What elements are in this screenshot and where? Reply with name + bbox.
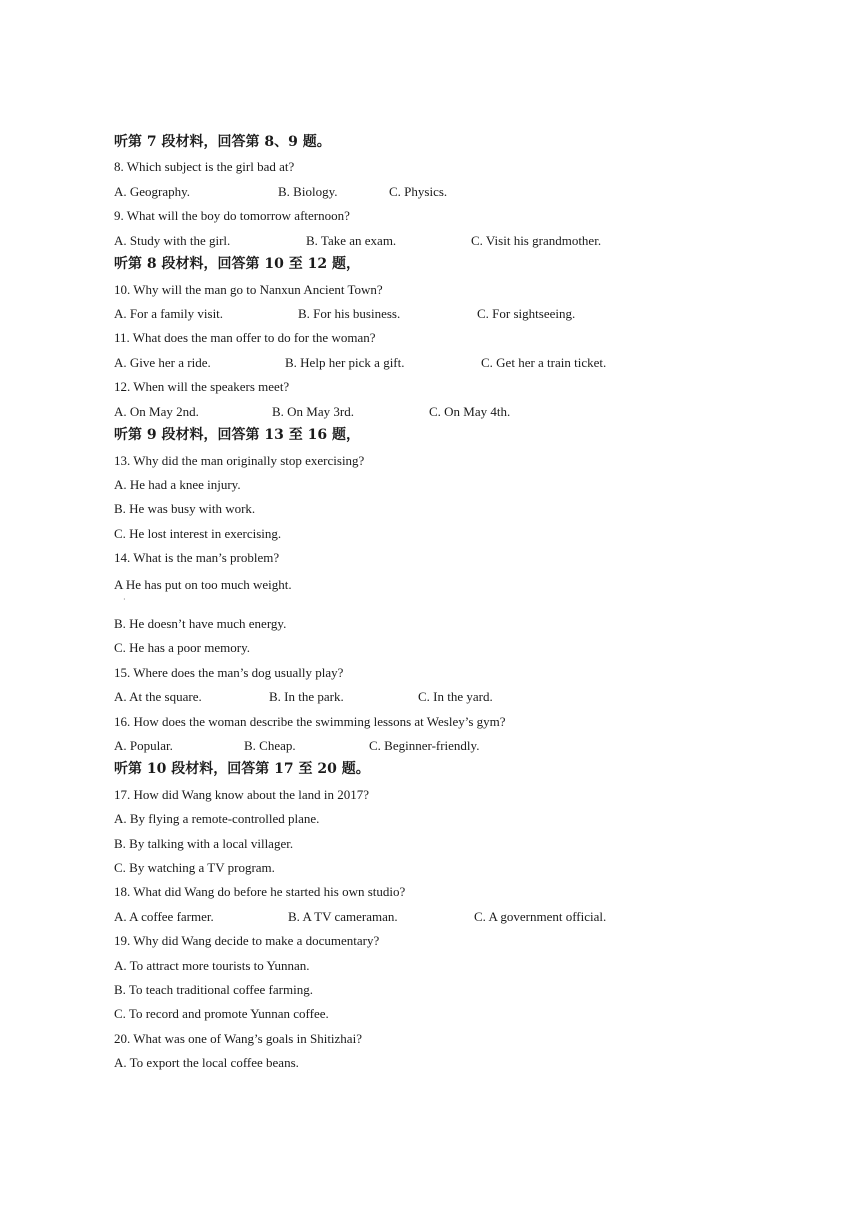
question-17-option-a: A. By flying a remote-controlled plane.: [114, 811, 320, 826]
question-10-option-a: A. For a family visit.: [114, 306, 224, 321]
question-18-stem: 18. What did Wang do before he started his own studio?: [114, 884, 406, 899]
question-12-stem: 12. When will the speakers meet?: [114, 379, 290, 394]
question-19-option-a: A. To attract more tourists to Yunnan.: [114, 958, 310, 973]
question-14-option-b: B. He doesn’t have much energy.: [114, 616, 287, 631]
question-18-option-c: C. A government official.: [474, 909, 607, 924]
question-9-option-b: B. Take an exam.: [306, 233, 397, 248]
question-12-option-a: A. On May 2nd.: [114, 404, 199, 419]
question-8-option-a: A. Geography.: [114, 184, 191, 199]
question-13-option-b: B. He was busy with work.: [114, 501, 256, 516]
question-13-option-c: C. He lost interest in exercising.: [114, 526, 282, 541]
question-14-stem: 14. What is the man’s problem?: [114, 550, 280, 565]
question-8-option-b: B. Biology.: [278, 184, 338, 199]
question-12-option-c: C. On May 4th.: [429, 404, 511, 419]
question-18-option-b: B. A TV cameraman.: [288, 909, 398, 924]
question-19-option-c: C. To record and promote Yunnan coffee.: [114, 1006, 329, 1021]
question-15-option-b: B. In the park.: [269, 689, 344, 704]
section-heading-10: 听第 10 段材料，回答第 17 至 20 题。: [114, 761, 370, 777]
question-13-stem: 13. Why did the man originally stop exercising?: [114, 453, 365, 468]
question-9-option-c: C. Visit his grandmother.: [471, 233, 602, 248]
question-8-stem: 8. Which subject is the girl bad at?: [114, 159, 295, 174]
section-heading-9: 听第 9 段材料，回答第 13 至 16 题，: [114, 427, 360, 443]
section-heading-7: 听第 7 段材料，回答第 8、9 题。: [114, 134, 331, 150]
question-14-option-c: C. He has a poor memory.: [114, 640, 250, 655]
question-16-stem: 16. How does the woman describe the swimming lessons at Wesley’s gym?: [114, 714, 506, 729]
question-15-option-c: C. In the yard.: [418, 689, 493, 704]
question-8-option-c: C. Physics.: [389, 184, 448, 199]
question-9-stem: 9. What will the boy do tomorrow afternoon?: [114, 208, 350, 223]
question-15-option-a: A. At the square.: [114, 689, 202, 704]
question-11-option-c: C. Get her a train ticket.: [481, 355, 607, 370]
question-10-option-b: B. For his business.: [298, 306, 401, 321]
question-9-option-a: A. Study with the girl.: [114, 233, 231, 248]
question-17-option-b: B. By talking with a local villager.: [114, 836, 294, 851]
section-heading-8: 听第 8 段材料，回答第 10 至 12 题，: [114, 256, 360, 272]
question-20-option-a: A. To export the local coffee beans.: [114, 1055, 299, 1070]
question-10-option-c: C. For sightseeing.: [477, 306, 576, 321]
question-16-option-b: B. Cheap.: [244, 738, 296, 753]
question-16-option-a: A. Popular.: [114, 738, 173, 753]
question-17-stem: 17. How did Wang know about the land in 2017?: [114, 787, 370, 802]
question-19-stem: 19. Why did Wang decide to make a documentary?: [114, 933, 380, 948]
question-14-option-a: A He has put on too much weight.: [114, 577, 292, 592]
scan-artifact-dot: ·: [123, 595, 126, 604]
question-17-option-c: C. By watching a TV program.: [114, 860, 275, 875]
question-19-option-b: B. To teach traditional coffee farming.: [114, 982, 313, 997]
question-16-option-c: C. Beginner-friendly.: [369, 738, 480, 753]
question-11-stem: 11. What does the man offer to do for the woman?: [114, 330, 376, 345]
question-11-option-b: B. Help her pick a gift.: [285, 355, 405, 370]
question-11-option-a: A. Give her a ride.: [114, 355, 211, 370]
question-20-stem: 20. What was one of Wang’s goals in Shitizhai?: [114, 1031, 362, 1046]
question-10-stem: 10. Why will the man go to Nanxun Ancient Town?: [114, 282, 383, 297]
question-13-option-a: A. He had a knee injury.: [114, 477, 241, 492]
question-12-option-b: B. On May 3rd.: [272, 404, 354, 419]
question-18-option-a: A. A coffee farmer.: [114, 909, 214, 924]
question-15-stem: 15. Where does the man’s dog usually play?: [114, 665, 344, 680]
